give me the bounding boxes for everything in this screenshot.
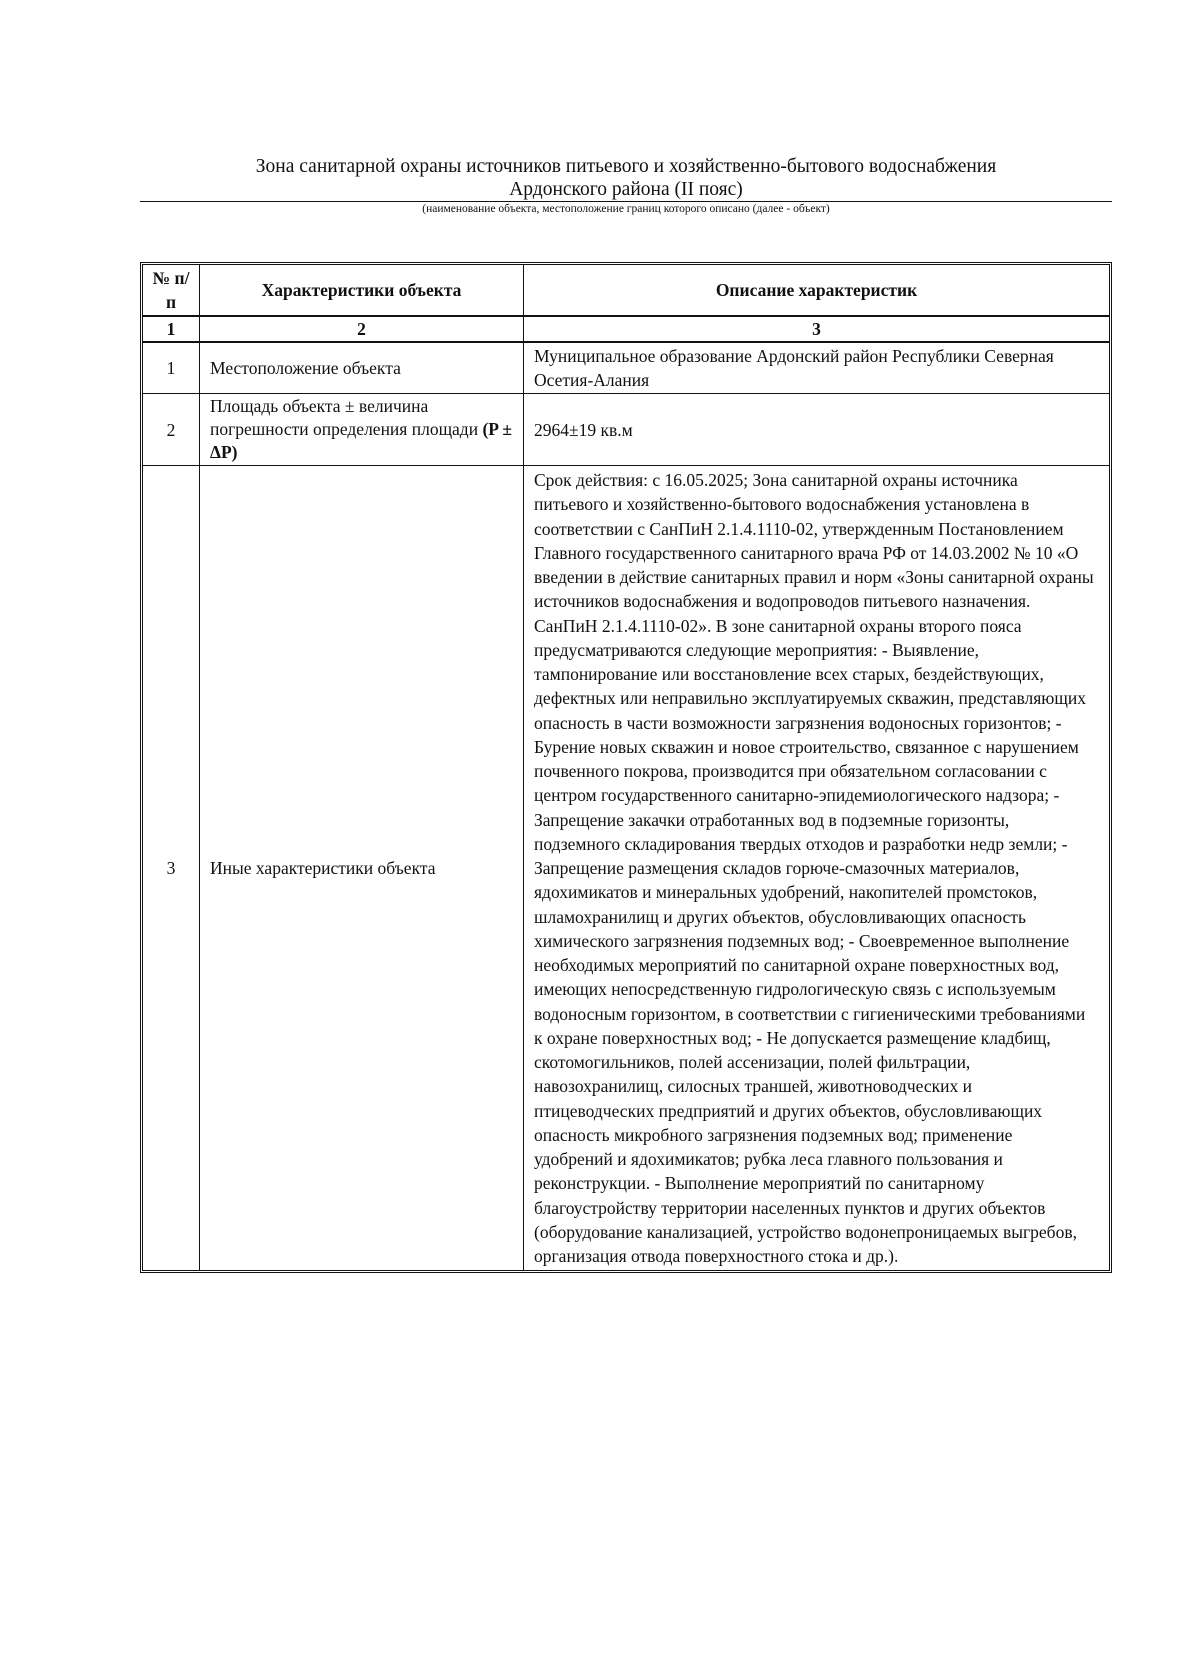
column-number-3: 3 (524, 317, 1109, 343)
row-characteristic: Иные характеристики объекта (200, 466, 524, 1270)
row-characteristic (200, 394, 524, 466)
row-description: Муниципальное образование Ардонский район Республики Северная Осетия-Алания (524, 343, 1109, 394)
document-title-caption: (наименование объекта, местоположение границ которого описано (далее - объект) (422, 203, 830, 215)
row-number: 1 (143, 343, 200, 394)
row-description: 2964±19 кв.м (524, 394, 1109, 466)
row-description: Срок действия: с 16.05.2025; Зона санитарной охраны источника питьевого и хозяйственно-бытового водоснабжения установлена в соответствии с СанПиН 2.1.4.1110-02, утвержденным Постановлением Главного государственного санитарного врача РФ от 14.03.2002 № 10 «О введении в действие санитарных правил и норм «Зоны санитарной охраны источников водоснабжения и водопроводов питьевого назначения. СанПиН 2.1.4.1110-02». В зоне санитарной охраны второго пояса предусматриваются следующие мероприятия: - Выявление, тампонирование или восстановление всех старых, бездействующих, дефектных или неправильно эксплуатируемых скважин, представляющих опасность в части возможности загрязнения водоносных горизонтов; - Бурение новых скважин и новое строительство, связанное с нарушением почвенного покрова, производится при обязательном согласовании с центром государственного санитарно-эпидемиологического надзора; - Запрещение закачки отработанных вод в подземные горизонты, подземного складирования твердых отходов и разработки недр земли; - Запрещение размещения складов горюче-смазочных материалов, ядохимикатов и минеральных удобрений, накопителей промстоков, шламохранилищ и других объектов, обусловливающих опасность химического загрязнения подземных вод; - Своевременное выполнение необходимых мероприятий по санитарной охране поверхностных вод, имеющих непосредственную гидрологическую связь с используемым водоносным горизонтом, в соответствии с гигиеническими требованиями к охране поверхностных вод; - Не допускается размещение кладбищ, скотомогильников, полей ассенизации, полей фильтрации, навозохранилищ, силосных траншей, животноводческих и птицеводческих предприятий и других объектов, обусловливающих опасность микробного загрязнения подземных вод; применение удобрений и ядохимикатов; рубка леса главного пользования и реконструкции. - Выполнение мероприятий по санитарному благоустройству территории населенных пунктов и других объектов (оборудование канализацией, устройство водонепроницаемых выгребов, организация отвода поверхностного стока и др.). (534, 470, 1094, 1266)
column-number-2: 2 (200, 317, 524, 343)
header-description: Описание характеристик (524, 265, 1109, 317)
header-num (143, 265, 200, 317)
table-header-row (143, 265, 1109, 317)
table-row (143, 343, 1109, 394)
row-characteristic-text: Площадь объекта ± величина погрешности определения площади (210, 396, 483, 439)
row-number: 3 (143, 466, 200, 1270)
row-number: 2 (143, 394, 200, 466)
table-row (143, 466, 1109, 1270)
table-row (143, 394, 1109, 466)
column-numbers-row (143, 317, 1109, 343)
document-title-line1: Зона санитарной охраны источников питьевого и хозяйственно-бытового водоснабжения (255, 156, 997, 177)
document-header (140, 155, 1112, 216)
area-formula: (P ± ΔP) (210, 419, 512, 462)
header-num-label: № п/п (152, 268, 190, 312)
row-characteristic: Местоположение объекта (200, 343, 524, 394)
column-number-1: 1 (143, 317, 200, 343)
header-characteristic: Характеристики объекта (200, 265, 524, 317)
document-title-line2: Ардонского района (II пояс) (140, 179, 1112, 202)
characteristics-table (140, 262, 1112, 1273)
